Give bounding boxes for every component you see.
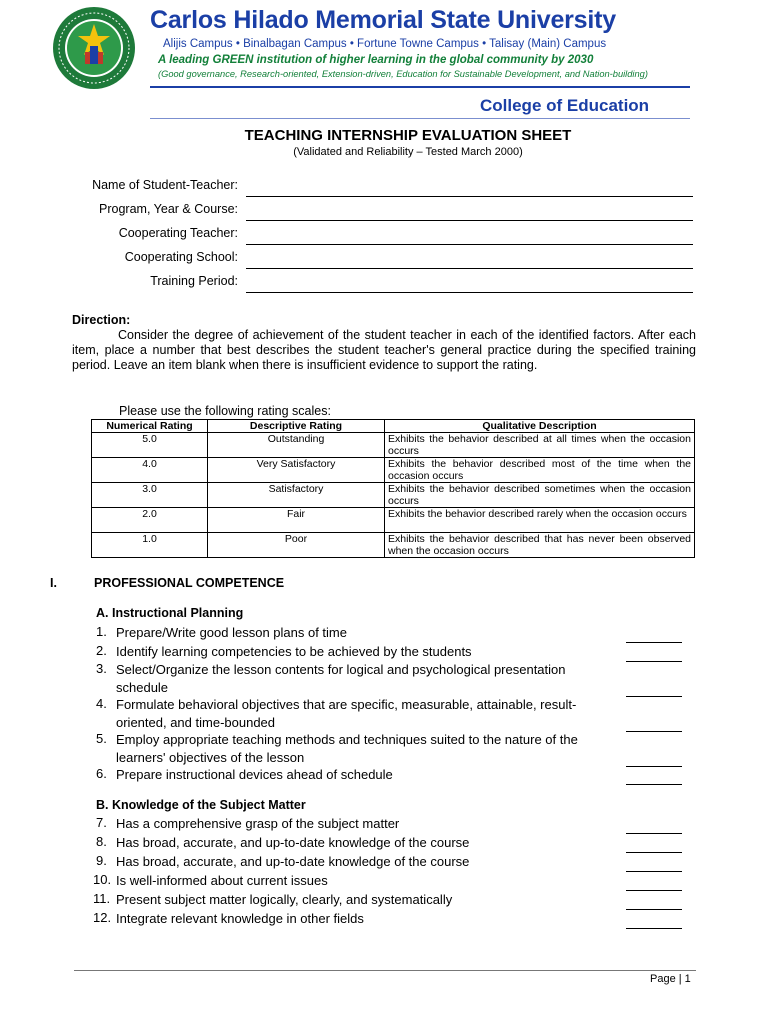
rating-blank[interactable]: [626, 909, 682, 910]
program-year-course-field[interactable]: [246, 220, 693, 221]
university-subtagline: (Good governance, Research-oriented, Extension-driven, Education for Sustainable Development, and Nation-building): [158, 69, 648, 79]
university-name: Carlos Hilado Memorial State University: [150, 6, 616, 34]
item-number: 1.: [96, 624, 107, 639]
descriptive-rating-cell: Fair: [208, 508, 385, 533]
numerical-rating-cell: 2.0: [92, 508, 208, 533]
table-header-row: [92, 420, 695, 433]
item-text: Present subject matter logically, clearly, and systematically: [116, 892, 453, 907]
rating-blank[interactable]: [626, 766, 682, 767]
table-row: [92, 458, 695, 483]
university-tagline: A leading GREEN institution of higher learning in the global community by 2030: [158, 54, 594, 66]
item-number: 2.: [96, 643, 107, 658]
rating-blank[interactable]: [626, 890, 682, 891]
rating-blank[interactable]: [626, 928, 682, 929]
cooperating-teacher-label: Cooperating Teacher:: [118, 226, 238, 240]
table-row: [92, 483, 695, 508]
direction-text: Consider the degree of achievement of the student teacher in each of the identified factors. After each item, place a number that best describes the student teacher's general practice during the specified training period. Leave an item blank when there is insufficient evidence to support the rating.: [72, 328, 696, 372]
item-number: 9.: [96, 853, 107, 868]
rating-scale-intro: Please use the following rating scales:: [119, 404, 331, 418]
item-number: 5.: [96, 731, 107, 746]
rating-blank[interactable]: [626, 852, 682, 853]
item-number: 7.: [96, 815, 107, 830]
item-text: Prepare/Write good lesson plans of time: [116, 625, 347, 640]
descriptive-rating-cell: Outstanding: [208, 433, 385, 458]
rating-blank[interactable]: [626, 696, 682, 697]
campus-list: Alijis Campus • Binalbagan Campus • Fortune Towne Campus • Talisay (Main) Campus: [163, 38, 607, 50]
item-number: 10.: [93, 872, 112, 887]
descriptive-rating-cell: Satisfactory: [208, 483, 385, 508]
rating-blank[interactable]: [626, 871, 682, 872]
student-teacher-label: Name of Student-Teacher:: [92, 178, 238, 192]
rating-blank[interactable]: [626, 833, 682, 834]
direction-heading: Direction:: [72, 313, 131, 327]
item-number: 4.: [96, 696, 107, 711]
item-text: Employ appropriate teaching methods and techniques suited to the nature of the learners' objectives of the lesson: [116, 732, 578, 765]
cooperating-school-field[interactable]: [246, 268, 693, 269]
column-header: Numerical Rating: [92, 420, 208, 433]
student-teacher-field[interactable]: [246, 196, 693, 197]
item-text: Is well-informed about current issues: [116, 873, 328, 888]
column-header: Qualitative Description: [385, 420, 695, 433]
numerical-rating-cell: 4.0: [92, 458, 208, 483]
qualitative-description-cell: Exhibits the behavior described that has never been observed when the occasion occurs: [385, 533, 695, 558]
item-text: Has broad, accurate, and up-to-date knowledge of the course: [116, 854, 470, 869]
table-row: [92, 508, 695, 533]
cooperating-teacher-field[interactable]: [246, 244, 693, 245]
column-header: Descriptive Rating: [208, 420, 385, 433]
college-name: College of Education: [480, 96, 650, 115]
rating-blank[interactable]: [626, 642, 682, 643]
rating-scale-table: [91, 419, 695, 558]
item-text: Has broad, accurate, and up-to-date knowledge of the course: [116, 835, 470, 850]
training-period-label: Training Period:: [150, 274, 238, 288]
footer-divider: [74, 970, 696, 971]
item-number: 6.: [96, 766, 107, 781]
item-text: Identify learning competencies to be achieved by the students: [116, 644, 472, 659]
program-year-course-label: Program, Year & Course:: [99, 202, 238, 216]
descriptive-rating-cell: Poor: [208, 533, 385, 558]
descriptive-rating-cell: Very Satisfactory: [208, 458, 385, 483]
subsection-title: A. Instructional Planning: [96, 606, 244, 620]
training-period-field[interactable]: [246, 292, 693, 293]
table-row: [92, 533, 695, 558]
qualitative-description-cell: Exhibits the behavior described rarely when the occasion occurs: [385, 508, 695, 533]
cooperating-school-label: Cooperating School:: [124, 250, 238, 264]
numerical-rating-cell: 1.0: [92, 533, 208, 558]
item-number: 8.: [96, 834, 107, 849]
item-text: Integrate relevant knowledge in other fields: [116, 911, 364, 926]
item-text: Has a comprehensive grasp of the subject matter: [116, 816, 400, 831]
item-number: 12.: [93, 910, 112, 925]
qualitative-description-cell: Exhibits the behavior described sometimes when the occasion occurs: [385, 483, 695, 508]
qualitative-description-cell: Exhibits the behavior described most of the time when the occasion occurs: [385, 458, 695, 483]
university-seal-logo: [52, 6, 136, 90]
item-text: Prepare instructional devices ahead of schedule: [116, 767, 393, 782]
rating-blank[interactable]: [626, 784, 682, 785]
page-number: Page | 1: [650, 973, 691, 985]
header-divider: [150, 86, 690, 88]
numerical-rating-cell: 3.0: [92, 483, 208, 508]
rating-blank[interactable]: [626, 731, 682, 732]
document-subtitle: (Validated and Reliability – Tested March 2000): [293, 146, 523, 158]
numerical-rating-cell: 5.0: [92, 433, 208, 458]
document-title: TEACHING INTERNSHIP EVALUATION SHEET: [244, 127, 572, 144]
college-divider: [150, 118, 690, 119]
qualitative-description-cell: Exhibits the behavior described at all times when the occasion occurs: [385, 433, 695, 458]
section-title: PROFESSIONAL COMPETENCE: [94, 576, 285, 590]
item-text: Formulate behavioral objectives that are specific, measurable, attainable, result-oriented, and time-bounded: [116, 697, 577, 730]
item-number: 11.: [93, 891, 111, 906]
rating-blank[interactable]: [626, 661, 682, 662]
subsection-title: B. Knowledge of the Subject Matter: [96, 798, 306, 812]
table-row: [92, 433, 695, 458]
item-number: 3.: [96, 661, 107, 676]
section-number: I.: [50, 576, 57, 590]
item-text: Select/Organize the lesson contents for logical and psychological presentation schedule: [116, 662, 566, 695]
